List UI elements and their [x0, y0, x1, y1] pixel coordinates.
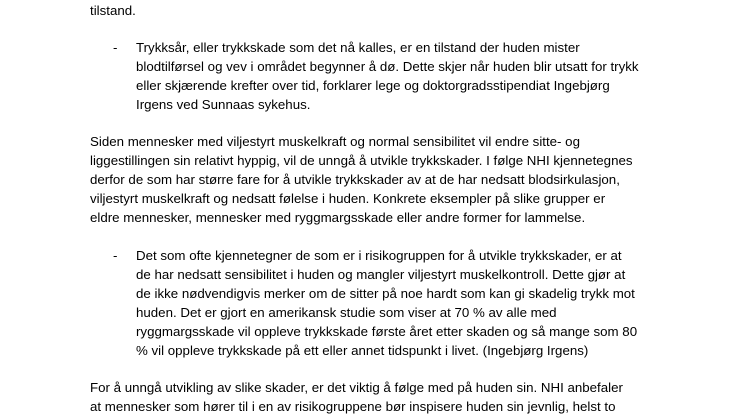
text-line: de ikke nødvendigvis merker om de sitter på noe hardt som kan gi skadelig trykk mot	[136, 286, 635, 301]
text-line: tilstand.	[90, 3, 136, 18]
text-line: eldre mennesker, mennesker med ryggmargsskade eller andre former for lammelse.	[90, 210, 586, 225]
text-line: liggestillingen sin relativt hyppig, vil de unngå å utvikle trykkskader. I følge NHI kjennetegnes	[90, 153, 633, 168]
text-line: huden. Det er gjort en amerikansk studie som viser at 70 % av alle med	[136, 305, 557, 320]
bullet-marker: -	[113, 40, 118, 55]
text-line: at mennesker som hører til i en av risikogruppene bør inspisere huden sin jevnlig, helst to	[90, 399, 616, 414]
text-line: Siden mennesker med viljestyrt muskelkraft og normal sensibilitet vil endre sitte- og	[90, 134, 580, 149]
text-line: eller skjærende krefter over tid, forklarer lege og doktorgradsstipendiat Ingebjørg	[136, 78, 610, 93]
text-line: Irgens ved Sunnaas sykehus.	[136, 97, 311, 112]
text-line: For å unngå utvikling av slike skader, er det viktig å følge med på huden sin. NHI anbefaler	[90, 380, 623, 395]
text-line: viljestyrt muskelkraft og nedsatt følelse i huden. Konkrete eksempler på slike grupper er	[90, 191, 606, 206]
text-line: Det som ofte kjennetegner de som er i risikogruppen for å utvikle trykkskader, er at	[136, 248, 622, 263]
text-line: % vil oppleve trykkskade på ett eller annet tidspunkt i livet. (Ingebjørg Irgens)	[136, 343, 589, 358]
text-line: blodtilførsel og vev i området begynner å dø. Dette skjer når huden blir utsatt for trykk	[136, 59, 639, 74]
text-line: de har nedsatt sensibilitet i huden og mangler viljestyrt muskelkontroll. Dette gjør at	[136, 267, 626, 282]
bullet-marker: -	[113, 248, 118, 263]
text-line: Trykksår, eller trykkskade som det nå kalles, er en tilstand der huden mister	[136, 40, 580, 55]
text-line: derfor de som har større fare for å utvikle trykkskader av at de har nedsatt blodsirkulasjon,	[90, 172, 620, 187]
text-line: ryggmargsskade vil oppleve trykkskade første året etter skaden og så mange som 80	[136, 324, 638, 339]
